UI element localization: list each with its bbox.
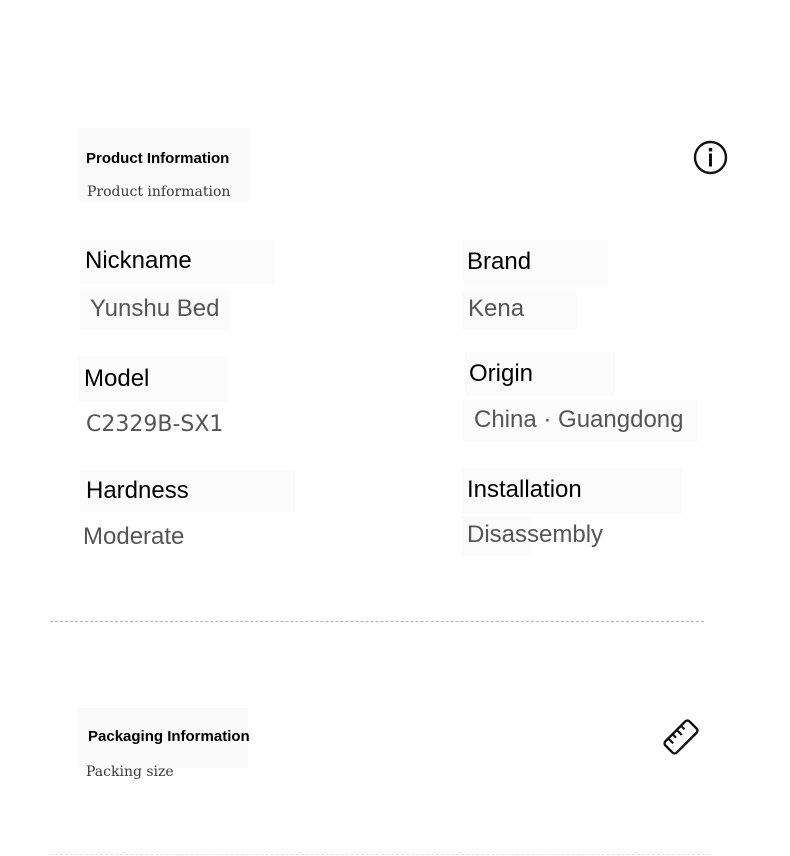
product-info-subtitle: Product information [87, 184, 231, 200]
packaging-info-subtitle: Packing size [86, 764, 174, 780]
model-value: C2329B-SX1 [86, 412, 224, 437]
model-label: Model [84, 365, 150, 392]
ruler-icon[interactable] [661, 717, 701, 757]
bottom-divider [50, 854, 710, 855]
installation-value: Disassembly [467, 521, 604, 548]
section-divider [50, 621, 704, 622]
info-icon[interactable] [693, 140, 728, 175]
hardness-value: Moderate [83, 523, 185, 550]
origin-label: Origin [469, 360, 534, 387]
nickname-value: Yunshu Bed [90, 295, 220, 322]
nickname-label: Nickname [85, 247, 192, 274]
brand-value: Kena [468, 295, 525, 322]
packaging-info-title: Packaging Information [88, 728, 250, 745]
brand-label: Brand [467, 248, 532, 275]
product-info-title: Product Information [86, 150, 230, 167]
installation-label: Installation [467, 476, 582, 503]
hardness-label: Hardness [86, 477, 189, 504]
origin-value: China · Guangdong [474, 406, 684, 433]
